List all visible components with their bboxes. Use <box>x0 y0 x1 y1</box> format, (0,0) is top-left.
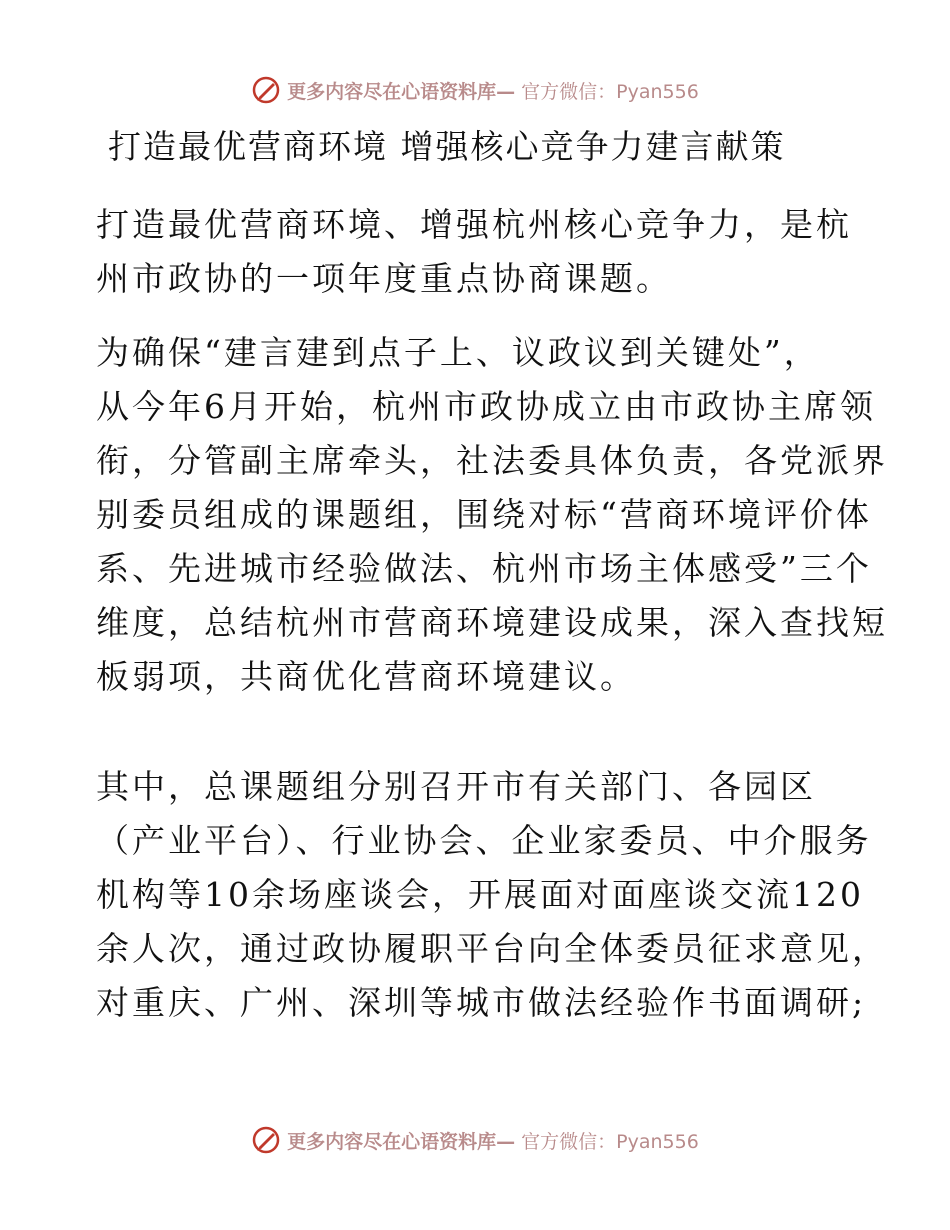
paragraph-line: 维度，总结杭州市营商环境建设成果，深入查找短 <box>96 603 888 642</box>
paragraph-line: 机构等10余场座谈会，开展面对面座谈交流120 <box>96 875 864 914</box>
banner-text: 更多内容尽在心语资料库— <box>287 80 516 103</box>
footer-banner <box>0 1122 950 1158</box>
paragraph-line: 从今年6月开始，杭州市政协成立由市政协主席领 <box>96 387 876 426</box>
quill-pen-logo-icon <box>251 75 281 105</box>
banner-text: 更多内容尽在心语资料库— <box>287 1130 516 1153</box>
paragraph <box>96 198 866 306</box>
paragraph-line: 为确保“建言建到点子上、议政议到关键处”， <box>96 333 820 372</box>
banner-wechat: 官方微信：Pyan556 <box>521 1130 699 1153</box>
paragraph-line: 其中，总课题组分别召开市有关部门、各园区 <box>96 767 816 806</box>
paragraph-line: 别委员组成的课题组，围绕对标“营商环境评价体 <box>96 495 872 534</box>
paragraph-line: 余人次，通过政协履职平台向全体委员征求意见， <box>96 929 888 968</box>
paragraph <box>96 326 888 704</box>
paragraph-line: 衔，分管副主席牵头，社法委具体负责，各党派界 <box>96 441 888 480</box>
paragraph-line: 板弱项，共商优化营商环境建议。 <box>96 657 636 696</box>
paragraph-line: 州市政协的一项年度重点协商课题。 <box>96 259 672 298</box>
header-banner <box>0 72 950 108</box>
document-title: 打造最优营商环境 增强核心竞争力建言献策 <box>108 127 786 166</box>
paragraph-line: 对重庆、广州、深圳等城市做法经验作书面调研; <box>96 983 867 1022</box>
paragraph-line: 系、先进城市经验做法、杭州市场主体感受”三个 <box>96 549 872 588</box>
paragraph <box>96 760 888 1030</box>
banner-wechat: 官方微信：Pyan556 <box>521 80 699 103</box>
paragraph-line: （产业平台）、行业协会、企业家委员、中介服务 <box>96 821 872 860</box>
quill-pen-logo-icon <box>251 1125 281 1155</box>
paragraph-line: 打造最优营商环境、增强杭州核心竞争力，是杭 <box>96 205 852 244</box>
